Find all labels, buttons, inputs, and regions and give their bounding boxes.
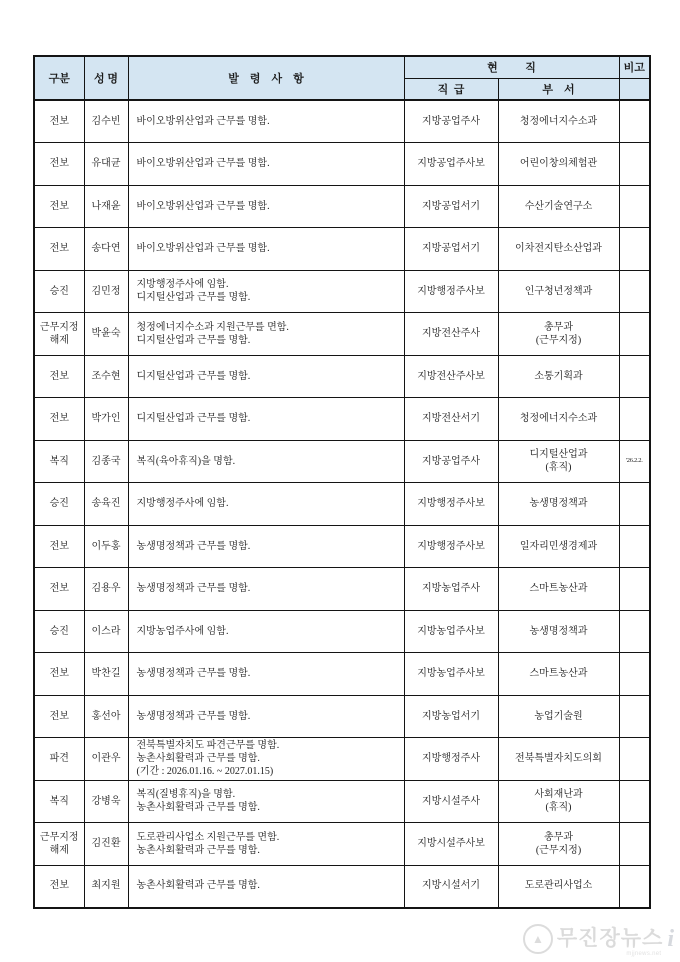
cell-rank: 지방공업주사보 — [404, 143, 498, 186]
cell-note — [619, 653, 650, 696]
cell-order: 청정에너지수소과 지원근무를 면함. 디지털산업과 근무를 명함. — [128, 313, 404, 356]
cell-gubun: 전보 — [34, 355, 84, 398]
cell-order: 지방농업주사에 임함. — [128, 610, 404, 653]
cell-dept: 어린이창의체험관 — [498, 143, 619, 186]
cell-name: 유대균 — [84, 143, 128, 186]
cell-rank: 지방농업주사보 — [404, 653, 498, 696]
cell-rank: 지방행정주사보 — [404, 483, 498, 526]
cell-dept: 농생명정책과 — [498, 483, 619, 526]
cell-name: 조수현 — [84, 355, 128, 398]
cell-name: 김종국 — [84, 440, 128, 483]
cell-dept: 전북특별자치도의회 — [498, 738, 619, 781]
watermark-text: 무진장뉴스 — [556, 927, 664, 950]
cell-note — [619, 738, 650, 781]
cell-order: 농촌사회활력과 근무를 명함. — [128, 865, 404, 908]
cell-order: 복직(육아휴직)을 명함. — [128, 440, 404, 483]
cell-dept: 수산기술연구소 — [498, 185, 619, 228]
cell-rank: 지방시설서기 — [404, 865, 498, 908]
table-row — [34, 738, 650, 781]
table-row — [34, 355, 650, 398]
cell-rank: 지방전산주사 — [404, 313, 498, 356]
table-row — [34, 653, 650, 696]
cell-dept: 총무과 (근무지정) — [498, 313, 619, 356]
cell-order: 지방행정주사에 임함. — [128, 483, 404, 526]
table-row — [34, 865, 650, 908]
cell-dept: 디지털산업과 (휴직) — [498, 440, 619, 483]
cell-dept: 청정에너지수소과 — [498, 100, 619, 143]
cell-order: 복직(질병휴직)을 명함. 농촌사회활력과 근무를 명함. — [128, 780, 404, 823]
table-body — [34, 100, 650, 908]
cell-gubun: 승진 — [34, 483, 84, 526]
cell-order: 디지털산업과 근무를 명함. — [128, 355, 404, 398]
cell-order: 농생명정책과 근무를 명함. — [128, 695, 404, 738]
header-gubun: 구분 — [34, 56, 84, 100]
cell-rank: 지방공업주사 — [404, 100, 498, 143]
table-row — [34, 440, 650, 483]
cell-name: 김수빈 — [84, 100, 128, 143]
cell-dept: 일자리민생경제과 — [498, 525, 619, 568]
cell-name: 박가인 — [84, 398, 128, 441]
cell-gubun: 전보 — [34, 568, 84, 611]
table-row — [34, 525, 650, 568]
cell-note — [619, 483, 650, 526]
header-note-empty — [619, 78, 650, 100]
cell-dept: 농생명정책과 — [498, 610, 619, 653]
news-watermark — [523, 924, 674, 957]
table-row — [34, 143, 650, 186]
cell-dept: 스마트농산과 — [498, 653, 619, 696]
cell-dept: 인구청년정책과 — [498, 270, 619, 313]
cell-gubun: 복직 — [34, 780, 84, 823]
cell-order: 바이오방위산업과 근무를 명함. — [128, 228, 404, 271]
header-name: 성 명 — [84, 56, 128, 100]
cell-name: 김민정 — [84, 270, 128, 313]
table-row — [34, 228, 650, 271]
cell-note — [619, 313, 650, 356]
cell-note — [619, 525, 650, 568]
cell-gubun: 전보 — [34, 525, 84, 568]
cell-name: 박찬길 — [84, 653, 128, 696]
cell-note — [619, 865, 650, 908]
cell-order: 농생명정책과 근무를 명함. — [128, 525, 404, 568]
cell-gubun: 전보 — [34, 653, 84, 696]
cell-gubun: 전보 — [34, 228, 84, 271]
cell-note — [619, 823, 650, 866]
cell-dept: 스마트농산과 — [498, 568, 619, 611]
cell-name: 이관우 — [84, 738, 128, 781]
table-row — [34, 100, 650, 143]
cell-gubun: 전보 — [34, 695, 84, 738]
cell-name: 홍선아 — [84, 695, 128, 738]
cell-order: 농생명정책과 근무를 명함. — [128, 653, 404, 696]
cell-name: 강병욱 — [84, 780, 128, 823]
cell-rank: 지방공업서기 — [404, 185, 498, 228]
cell-rank: 지방시설주사 — [404, 780, 498, 823]
table-row — [34, 823, 650, 866]
cell-name: 최지원 — [84, 865, 128, 908]
cell-name: 김진환 — [84, 823, 128, 866]
cell-note — [619, 143, 650, 186]
table-row — [34, 483, 650, 526]
cell-order: 바이오방위산업과 근무를 명함. — [128, 185, 404, 228]
cell-note — [619, 228, 650, 271]
cell-gubun: 근무지정 해제 — [34, 823, 84, 866]
cell-gubun: 복직 — [34, 440, 84, 483]
header-note: 비고 — [619, 56, 650, 78]
cell-name: 이두홍 — [84, 525, 128, 568]
cell-gubun: 전보 — [34, 100, 84, 143]
cell-order: 농생명정책과 근무를 명함. — [128, 568, 404, 611]
header-dept: 부 서 — [498, 78, 619, 100]
cell-order: 지방행정주사에 임함. 디지털산업과 근무를 명함. — [128, 270, 404, 313]
cell-rank: 지방농업서기 — [404, 695, 498, 738]
cell-rank: 지방전산서기 — [404, 398, 498, 441]
table-row — [34, 610, 650, 653]
table-row — [34, 695, 650, 738]
mountain-logo-icon: ▲ — [523, 924, 553, 954]
cell-name: 김용우 — [84, 568, 128, 611]
cell-rank: 지방농업주사보 — [404, 610, 498, 653]
cell-dept: 도로관리사업소 — [498, 865, 619, 908]
cell-note — [619, 610, 650, 653]
cell-dept: 소통기획과 — [498, 355, 619, 398]
cell-note — [619, 568, 650, 611]
cell-rank: 지방시설주사보 — [404, 823, 498, 866]
cell-gubun: 파견 — [34, 738, 84, 781]
cell-name: 나재윤 — [84, 185, 128, 228]
cell-note — [619, 270, 650, 313]
table-row — [34, 313, 650, 356]
cell-order: 바이오방위산업과 근무를 명함. — [128, 100, 404, 143]
cell-note — [619, 398, 650, 441]
cell-rank: 지방공업서기 — [404, 228, 498, 271]
cell-dept: 이차전지탄소산업과 — [498, 228, 619, 271]
header-order: 발 령 사 항 — [128, 56, 404, 100]
personnel-appointment-table — [33, 55, 651, 909]
cell-dept: 농업기술원 — [498, 695, 619, 738]
cell-rank: 지방전산주사보 — [404, 355, 498, 398]
cell-order: 도로관리사업소 지원근무를 면함. 농촌사회활력과 근무를 명함. — [128, 823, 404, 866]
cell-name: 송육진 — [84, 483, 128, 526]
cell-order: 디지털산업과 근무를 명함. — [128, 398, 404, 441]
cell-rank: 지방행정주사보 — [404, 270, 498, 313]
table-row — [34, 780, 650, 823]
cell-note — [619, 100, 650, 143]
cell-rank: 지방행정주사 — [404, 738, 498, 781]
cell-dept: 사회재난과 (휴직) — [498, 780, 619, 823]
cell-rank: 지방농업주사 — [404, 568, 498, 611]
cell-gubun: 전보 — [34, 185, 84, 228]
cell-order: 전북특별자치도 파견근무를 명함. 농촌사회활력과 근무를 명함. (기간 : 2026.01.16. ~ 2027.01.15) — [128, 738, 404, 781]
cell-note — [619, 695, 650, 738]
cell-gubun: 전보 — [34, 398, 84, 441]
cell-note — [619, 355, 650, 398]
cell-rank: 지방행정주사보 — [404, 525, 498, 568]
cell-dept: 청정에너지수소과 — [498, 398, 619, 441]
cell-gubun: 승진 — [34, 610, 84, 653]
cell-note: '26.2.2. — [619, 440, 650, 483]
header-current-position: 현 직 — [404, 56, 619, 78]
cell-dept: 총무과 (근무지정) — [498, 823, 619, 866]
cell-name: 송다연 — [84, 228, 128, 271]
table-row — [34, 270, 650, 313]
watermark-i: i — [667, 926, 674, 952]
cell-name: 이스라 — [84, 610, 128, 653]
table-row — [34, 568, 650, 611]
cell-gubun: 전보 — [34, 143, 84, 186]
cell-note — [619, 780, 650, 823]
table-row — [34, 185, 650, 228]
cell-gubun: 근무지정 해제 — [34, 313, 84, 356]
watermark-url: mjjnews.net — [626, 951, 662, 957]
table-row — [34, 398, 650, 441]
cell-rank: 지방공업주사 — [404, 440, 498, 483]
cell-gubun: 전보 — [34, 865, 84, 908]
cell-gubun: 승진 — [34, 270, 84, 313]
cell-note — [619, 185, 650, 228]
table-header — [34, 56, 650, 100]
cell-order: 바이오방위산업과 근무를 명함. — [128, 143, 404, 186]
cell-name: 박윤숙 — [84, 313, 128, 356]
header-rank: 직 급 — [404, 78, 498, 100]
